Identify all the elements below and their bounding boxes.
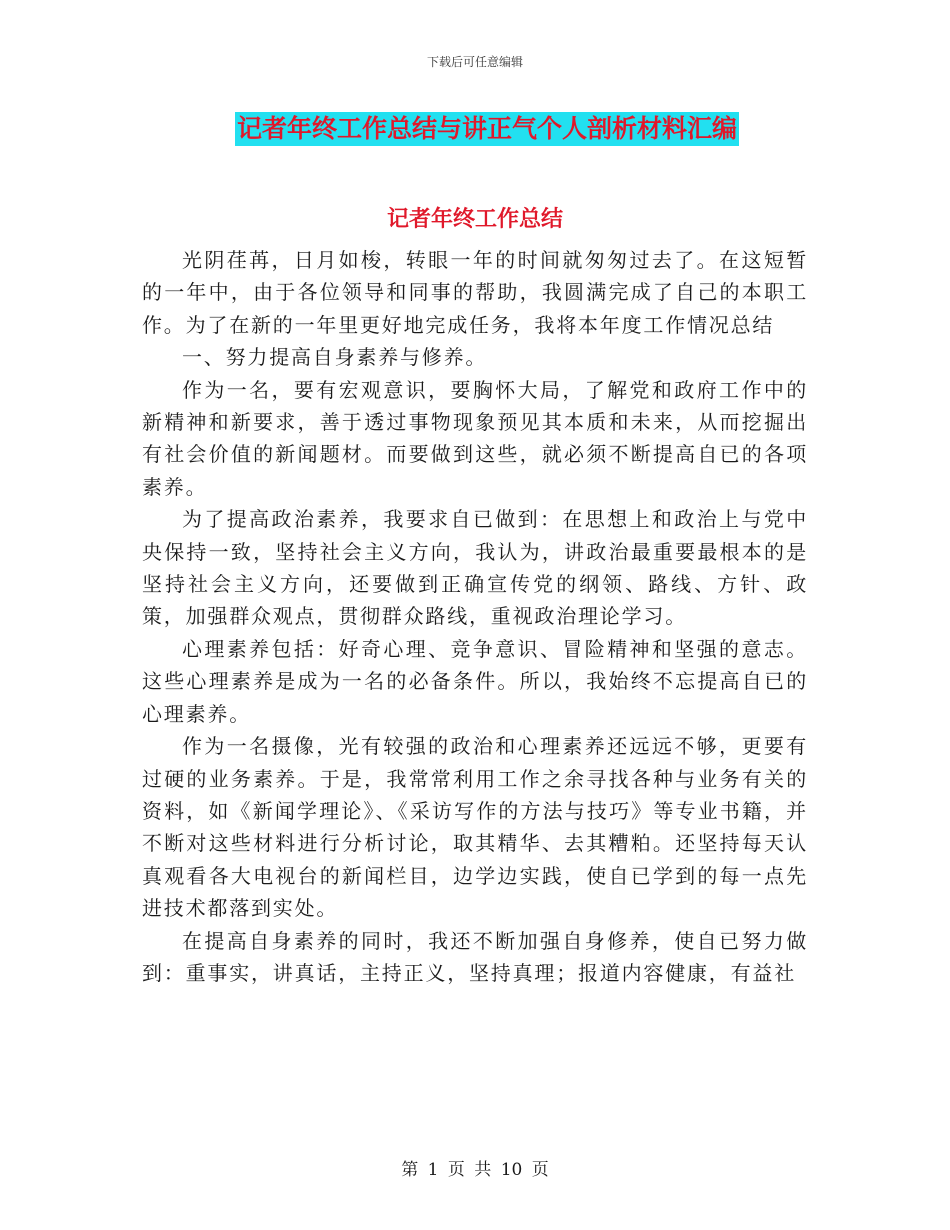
paragraph: 心理素养包括：好奇心理、竞争意识、冒险精神和坚强的意志。这些心理素养是成为一名的必备条件。所以，我始终不忘提高自已的心理素养。: [142, 636, 808, 726]
document-title: 记者年终工作总结与讲正气个人剖析材料汇编: [235, 112, 739, 146]
paragraph: 光阴荏苒，日月如梭，转眼一年的时间就匆匆过去了。在这短暂的一年中，由于各位领导和同事的帮助，我圆满完成了自己的本职工作。为了在新的一年里更好地完成任务，我将本年度工作情况总结: [142, 248, 808, 337]
paragraph: 一、努力提高自身素养与修养。: [182, 345, 488, 370]
page-footer: 第 1 页 共 10 页: [401, 1160, 549, 1180]
body-text: [142, 244, 808, 989]
section-title: 记者年终工作总结: [386, 207, 563, 232]
paragraph: 作为一名，要有宏观意识，要胸怀大局，了解党和政府工作中的新精神和新要求，善于透过事物现象预见其本质和未来，从而挖掘出有社会价值的新闻题材。而要做到这些，就必须不断提高自已的各项素养。: [142, 377, 808, 499]
header-note: 下载后可任意编辑: [426, 55, 523, 69]
paragraph: 作为一名摄像，光有较强的政治和心理素养还远远不够，更要有过硬的业务素养。于是，我常常利用工作之余寻找各种与业务有关的资料，如《新闻学理论》、《采访写作的方法与技巧》等专业书籍，并不断对这些材料进行分析讨论，取其精华、去其糟粕。还坚持每天认真观看各大电视台的新闻栏目，边学边实践，使自已学到的每一点先进技术都落到实处。: [142, 734, 808, 921]
paragraph: 为了提高政治素养，我要求自已做到：在思想上和政治上与党中央保持一致，坚持社会主义方向，我认为，讲政治最重要最根本的是坚持社会主义方向，还要做到正确宣传党的纲领、路线、方针、政策，加强群众观点，贯彻群众路线，重视政治理论学习。: [142, 507, 808, 629]
paragraph: 在提高自身素养的同时，我还不断加强自身修养，使自已努力做到：重事实，讲真话，主持正义，坚持真理；报道内容健康，有益社: [142, 928, 808, 985]
